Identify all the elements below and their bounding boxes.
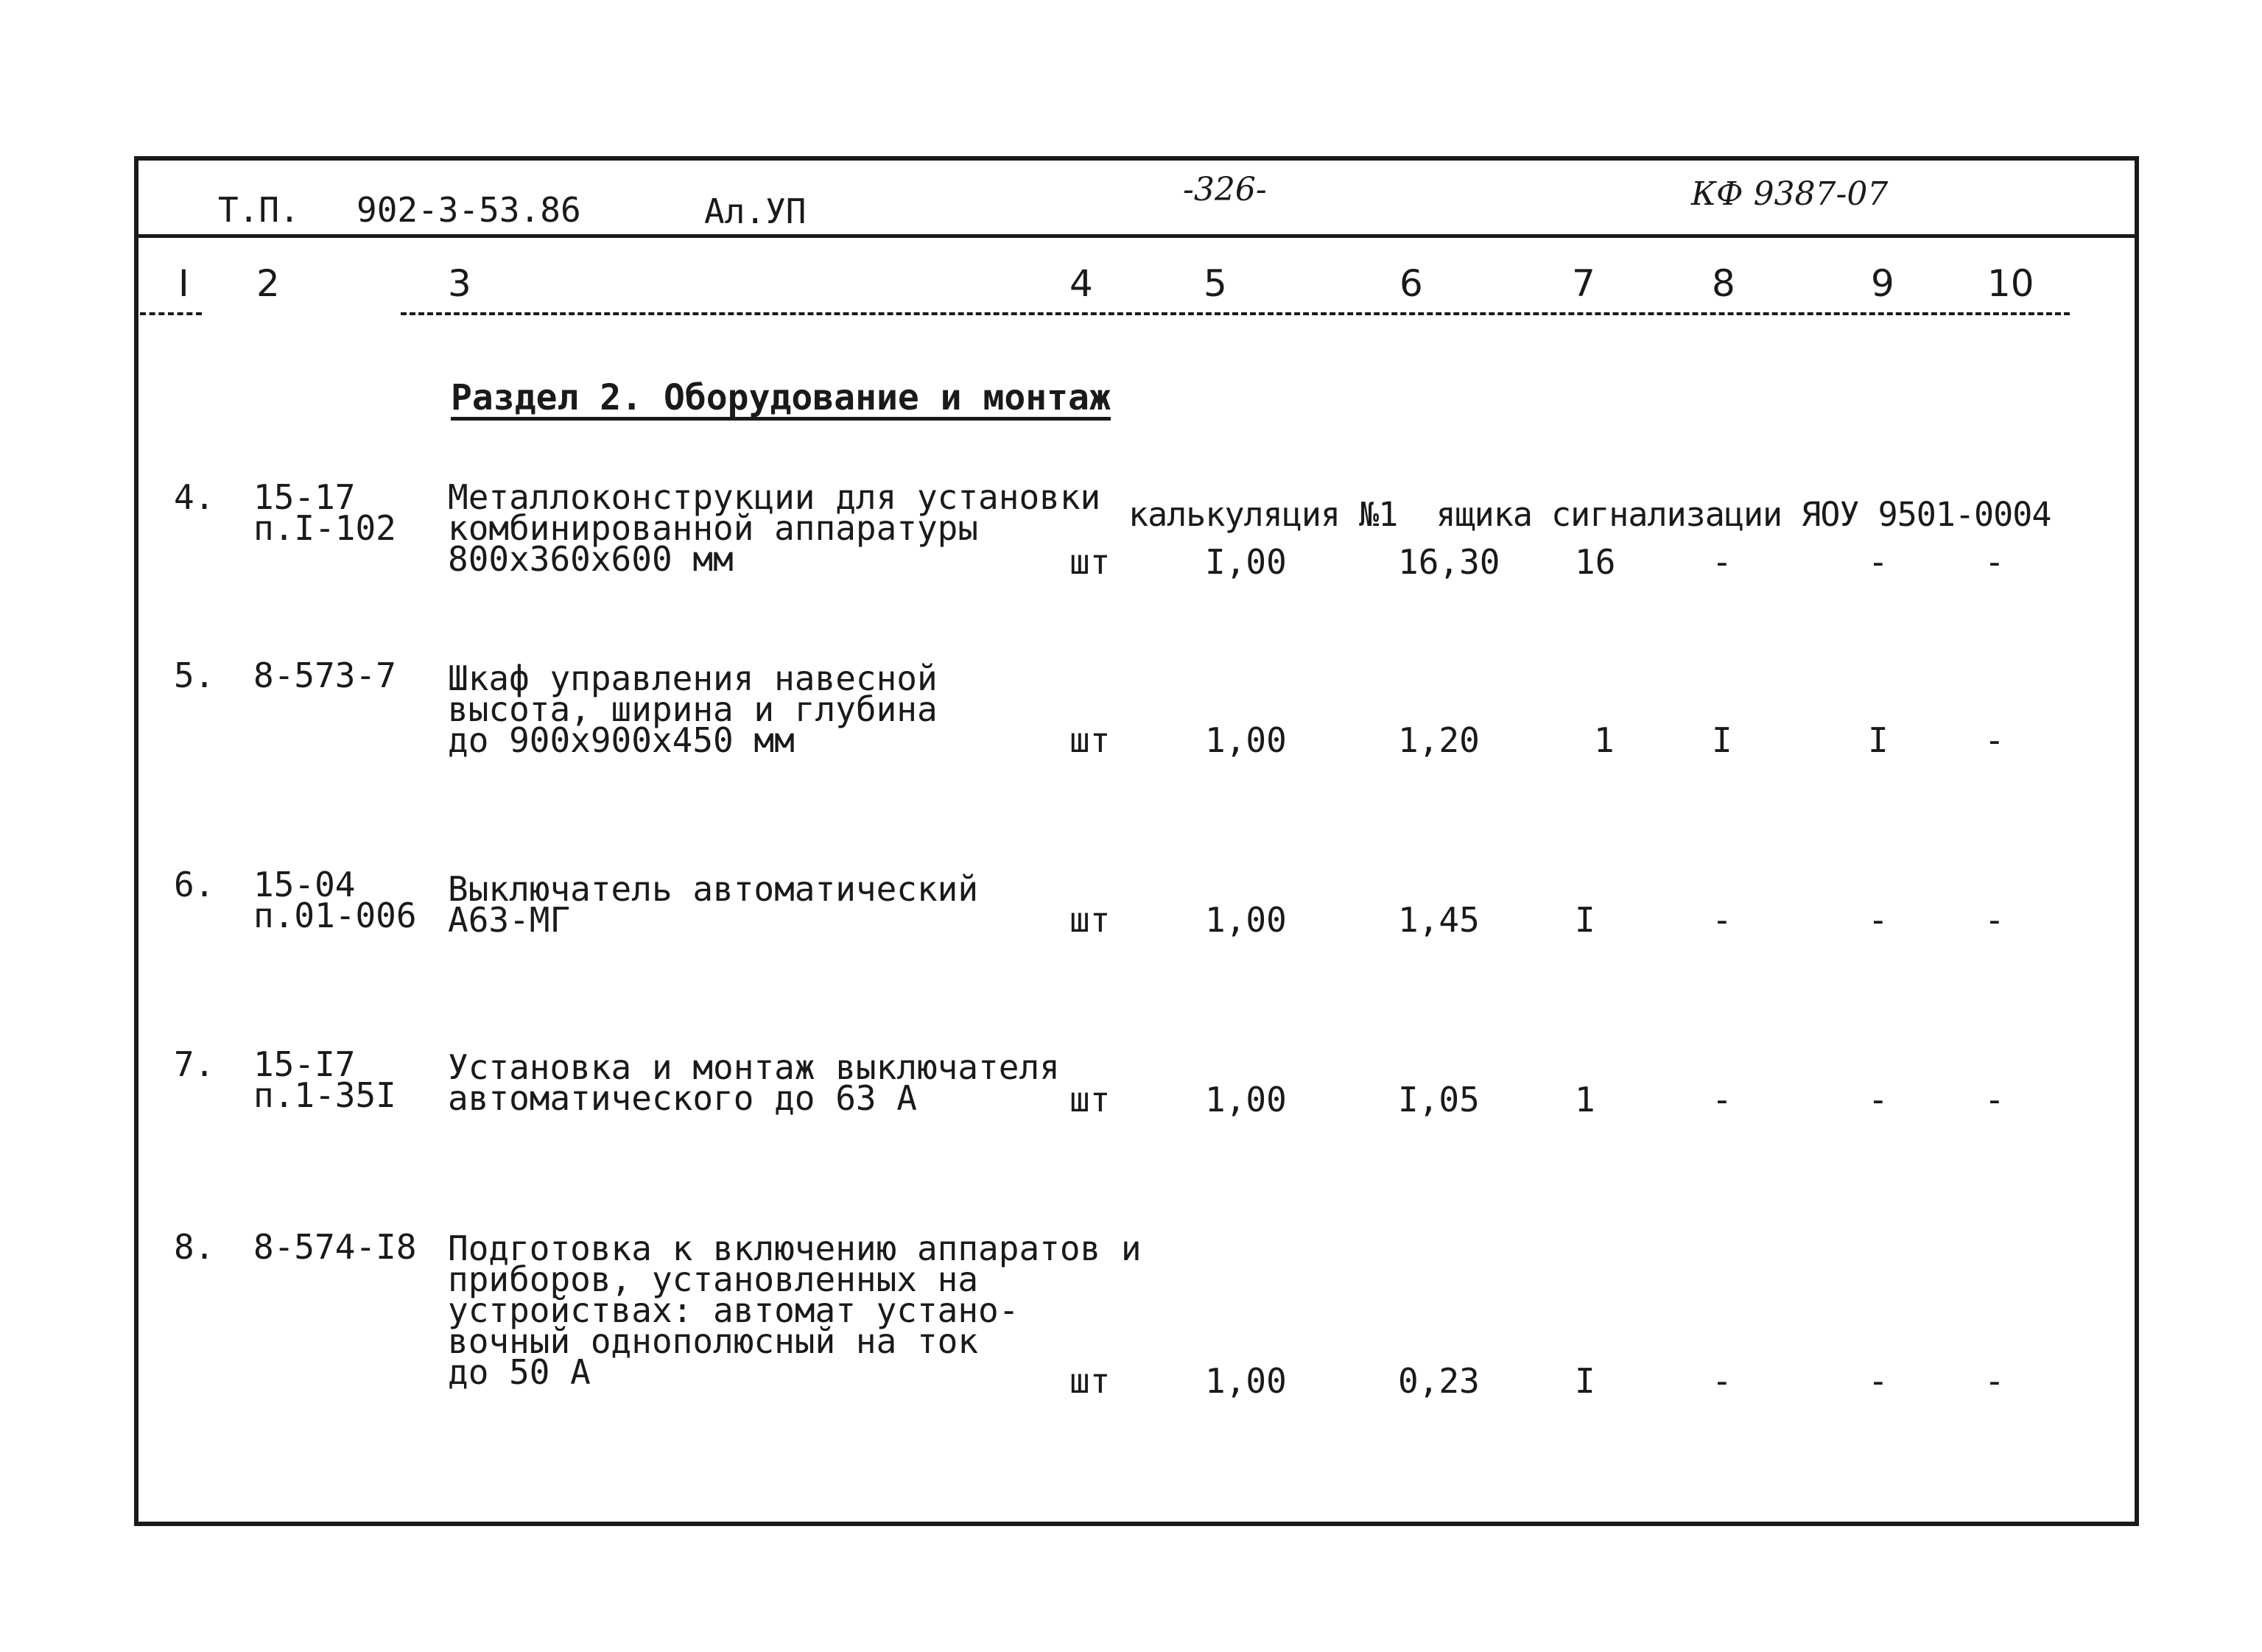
document-frame — [134, 156, 2139, 1526]
row-5-col10: - — [1984, 720, 2005, 760]
row-7-col7: 1 — [1575, 1080, 1595, 1120]
row-4-col10: - — [1984, 542, 2005, 582]
calculation-note: калькуляция №1 ящика сигнализации ЯОУ 9501-0004 — [1128, 495, 2051, 534]
row-4-desc-2: комбинированной аппаратуры — [448, 508, 979, 548]
row-8-unit: шт — [1069, 1361, 1111, 1401]
row-7-col10: - — [1984, 1080, 2005, 1120]
header-album: Ал.УП — [704, 191, 807, 231]
row-7-col9: - — [1868, 1080, 1889, 1120]
header-divider — [134, 234, 2139, 238]
row-6-col9: - — [1868, 900, 1889, 940]
row-8-col8: - — [1712, 1361, 1732, 1401]
row-8-col10: - — [1984, 1361, 2005, 1401]
header-tp: Т.П. — [218, 190, 300, 230]
row-8-desc-4: вочный однополюсный на ток — [448, 1321, 979, 1361]
row-4-col8: - — [1712, 542, 1732, 582]
row-8-col7: I — [1575, 1361, 1595, 1401]
row-5-unit: шт — [1069, 720, 1111, 760]
row-6-qty: 1,00 — [1205, 900, 1287, 940]
row-5-col8: I — [1712, 720, 1732, 760]
column-number-10: 10 — [1987, 262, 2034, 305]
column-number-4: 4 — [1069, 262, 1093, 305]
row-8-number: 8. — [174, 1227, 215, 1267]
row-4-code-1: 15-17 — [253, 477, 356, 517]
row-8-desc-3: устройствах: автомат устано- — [448, 1290, 1019, 1330]
row-5-desc-3: до 900х900х450 мм — [448, 720, 795, 760]
column-number-2: 2 — [256, 262, 280, 305]
row-4-desc-1: Металлоконструкции для установки — [448, 477, 1101, 517]
row-7-col6: I,05 — [1398, 1080, 1480, 1120]
row-6-code-1: 15-04 — [253, 865, 356, 904]
row-5-desc-2: высота, ширина и глубина — [448, 689, 938, 729]
column-rule — [401, 312, 2070, 315]
row-7-qty: 1,00 — [1205, 1080, 1287, 1120]
row-6-code-2: п.01-006 — [253, 896, 417, 935]
row-7-col8: - — [1712, 1080, 1732, 1120]
row-8-col6: 0,23 — [1398, 1361, 1480, 1401]
row-8-desc-1: Подготовка к включению аппаратов и — [448, 1229, 1142, 1268]
row-6-col8: - — [1712, 900, 1732, 940]
row-7-desc-1: Установка и монтаж выключателя — [448, 1047, 1060, 1087]
row-7-unit: шт — [1069, 1080, 1111, 1120]
row-4-qty: I,00 — [1205, 542, 1287, 582]
row-5-col6: 1,20 — [1398, 720, 1480, 760]
row-4-col6: 16,30 — [1398, 542, 1500, 582]
row-7-code-2: п.1-35I — [253, 1075, 396, 1115]
row-8-qty: 1,00 — [1205, 1361, 1287, 1401]
row-4-number: 4. — [174, 477, 215, 517]
row-4-code-2: п.I-102 — [253, 508, 396, 548]
section-title: Раздел 2. Оборудование и монтаж — [451, 380, 1111, 421]
row-5-desc-1: Шкаф управления навесной — [448, 658, 938, 698]
row-8-col9: - — [1868, 1361, 1889, 1401]
row-6-col7: I — [1575, 900, 1595, 940]
row-7-number: 7. — [174, 1044, 215, 1084]
row-6-unit: шт — [1069, 900, 1111, 940]
row-4-col9: - — [1868, 542, 1889, 582]
column-number-7: 7 — [1572, 262, 1595, 305]
row-4-unit: шт — [1069, 542, 1111, 582]
row-8-desc-2: приборов, установленных на — [448, 1259, 979, 1299]
row-5-code-1: 8-573-7 — [253, 655, 396, 695]
column-number-9: 9 — [1871, 262, 1894, 305]
header-page-number: -326- — [1183, 171, 1267, 208]
row-5-col9: I — [1868, 720, 1889, 760]
column-rule-left — [140, 312, 202, 315]
row-4-col7: 16 — [1575, 542, 1616, 582]
row-8-desc-5: до 50 А — [448, 1352, 591, 1392]
column-number-5: 5 — [1204, 262, 1227, 305]
row-6-col10: - — [1984, 900, 2005, 940]
column-number-6: 6 — [1399, 262, 1423, 305]
row-7-code-1: 15-I7 — [253, 1044, 356, 1084]
column-number-3: 3 — [448, 262, 471, 305]
row-6-desc-1: Выключатель автоматический — [448, 869, 979, 909]
row-5-qty: 1,00 — [1205, 720, 1287, 760]
column-number-1: I — [178, 262, 189, 305]
row-5-number: 5. — [174, 655, 215, 695]
row-6-desc-2: А63-МГ — [448, 900, 571, 940]
row-7-desc-2: автоматического до 63 А — [448, 1078, 917, 1118]
row-5-col7: 1 — [1594, 720, 1615, 760]
header-project: 902-3-53.86 — [356, 190, 581, 230]
row-6-number: 6. — [174, 865, 215, 904]
row-6-col6: 1,45 — [1398, 900, 1480, 940]
column-number-8: 8 — [1712, 262, 1735, 305]
row-4-desc-3: 800х360х600 мм — [448, 539, 734, 579]
row-8-code-1: 8-574-I8 — [253, 1227, 417, 1267]
header-document-code: КФ 9387-07 — [1691, 175, 1889, 213]
